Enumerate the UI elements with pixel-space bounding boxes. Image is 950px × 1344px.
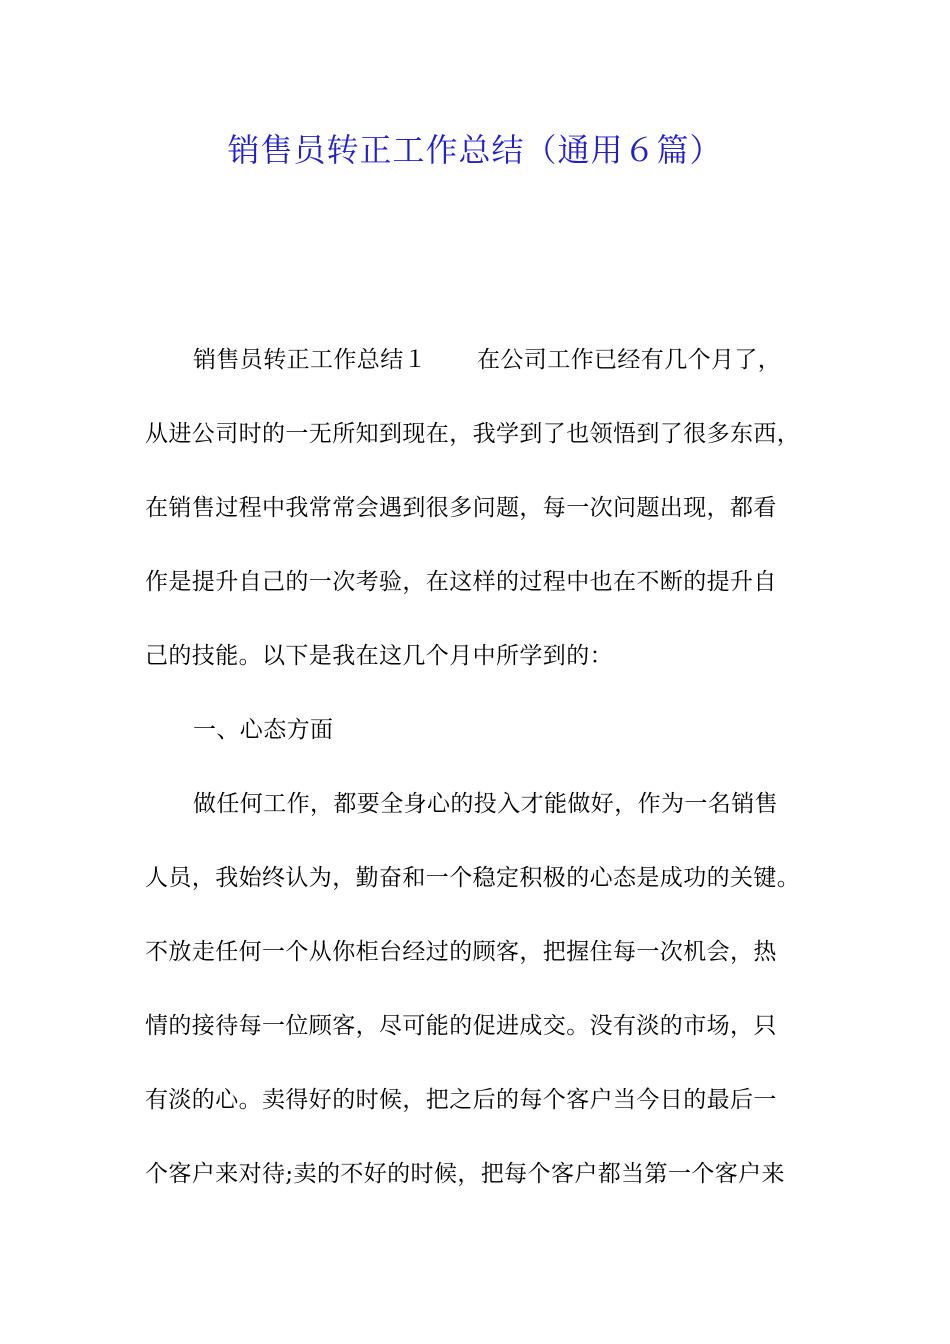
- paragraph-text: 在公司工作已经有几个月了，: [477, 347, 782, 373]
- section-heading: 销售员转正工作总结１: [193, 347, 427, 373]
- subsection-heading: 一、心态方面: [193, 717, 334, 743]
- paragraph-line-10: 有淡的心。卖得好的时候，把之后的每个客户当今日的最后一: [145, 1087, 777, 1113]
- paragraph-line-3: 在销售过程中我常常会遇到很多问题，每一次问题出现，都看: [145, 495, 777, 521]
- paragraph-line-9: 情的接待每一位顾客，尽可能的促进成交。没有淡的市场，只: [145, 1013, 777, 1039]
- paragraph-line-2: 从进公司时的一无所知到现在，我学到了也领悟到了很多东西，: [145, 421, 801, 447]
- paragraph-line-7: 人员，我始终认为，勤奋和一个稳定积极的心态是成功的关键。: [145, 865, 801, 891]
- paragraph-line-4: 作是提升自己的一次考验，在这样的过程中也在不断的提升自: [145, 569, 777, 595]
- paragraph-line-6: 做任何工作，都要全身心的投入才能做好，作为一名销售: [193, 791, 778, 817]
- paragraph-line-11: 个客户来对待;卖的不好的时候，把每个客户都当第一个客户来: [145, 1161, 785, 1187]
- paragraph-line-1: [193, 340, 781, 380]
- document-title: 销售员转正工作总结（通用６篇）: [227, 131, 723, 169]
- paragraph-line-8: 不放走任何一个从你柜台经过的顾客，把握住每一次机会，热: [145, 939, 777, 965]
- paragraph-line-5: 己的技能。以下是我在这几个月中所学到的：: [145, 643, 613, 669]
